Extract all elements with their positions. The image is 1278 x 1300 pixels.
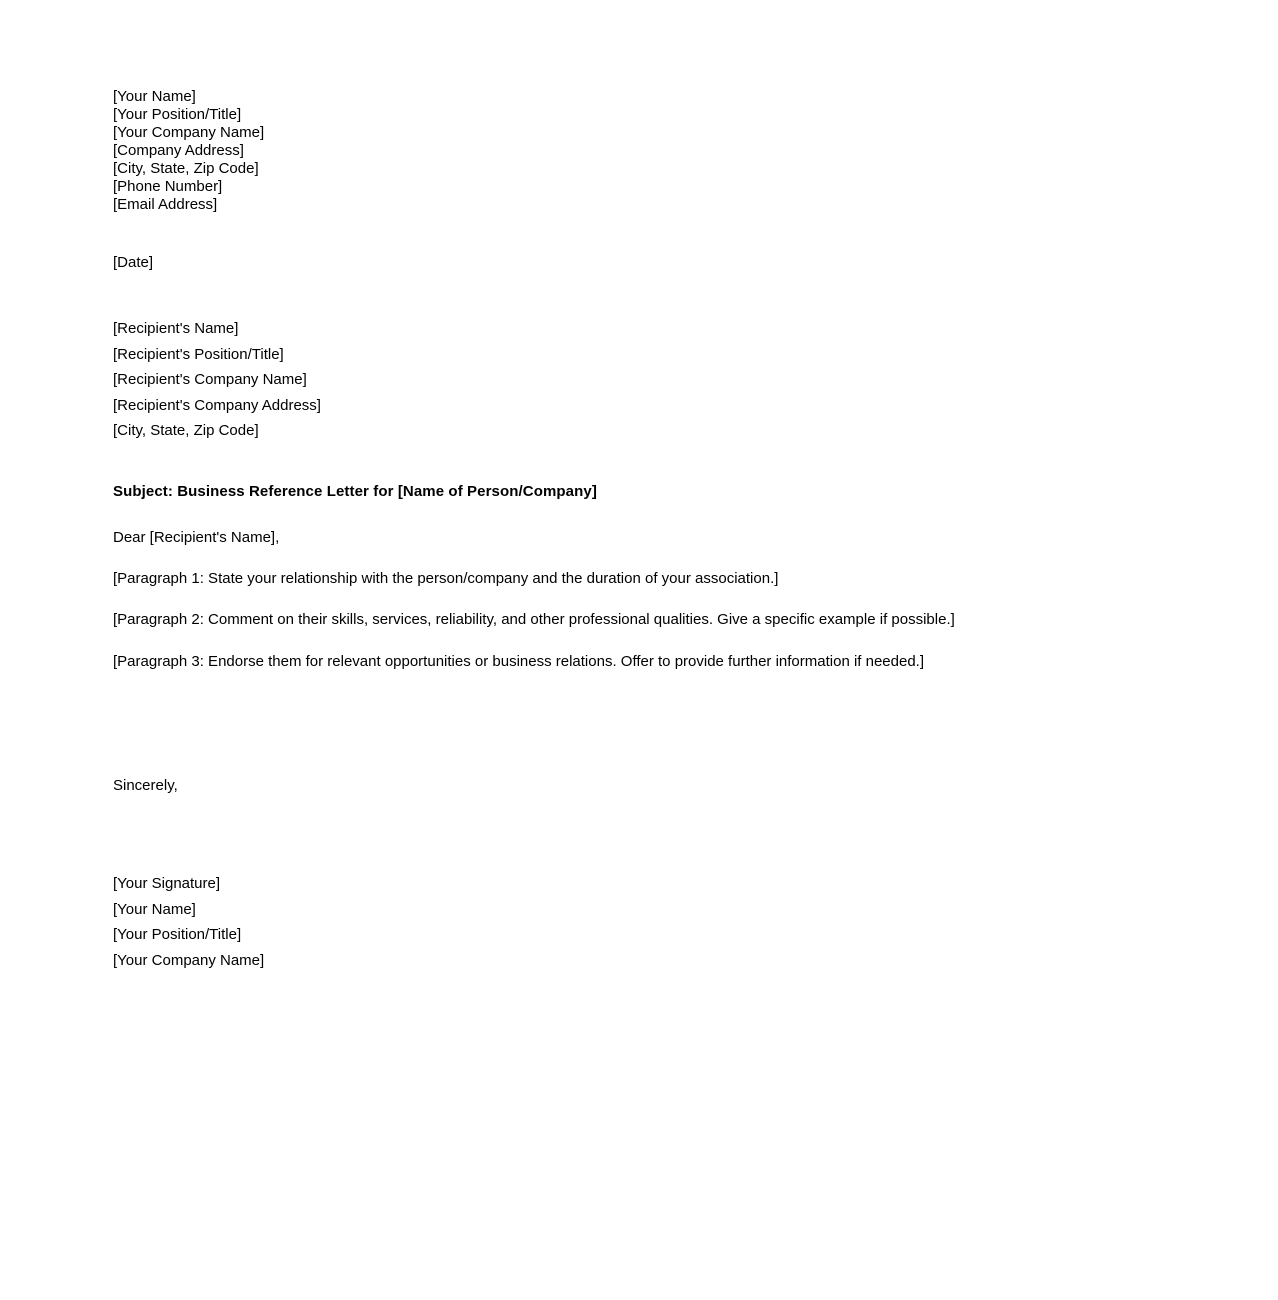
body-paragraph-3: [Paragraph 3: Endorse them for relevant opportunities or business relations. Offer to provide further information if needed.] <box>113 652 925 670</box>
sender-name: [Your Name] <box>113 88 196 105</box>
recipient-address-block <box>113 316 1168 444</box>
date-text: [Date] <box>113 254 154 271</box>
recipient-position: [Recipient's Position/Title] <box>113 345 284 363</box>
sender-address-block <box>113 88 1168 214</box>
recipient-city-state-zip: [City, State, Zip Code] <box>113 422 259 439</box>
letter-body <box>113 88 1168 973</box>
subject-line: Subject: Business Reference Letter for [Name of Person/Company] <box>113 482 597 500</box>
signature-company: [Your Company Name] <box>113 951 265 969</box>
signature-placeholder: [Your Signature] <box>113 875 221 893</box>
signature-block <box>113 871 1168 973</box>
body-paragraph-1: [Paragraph 1: State your relationship with the person/company and the duration of your association.] <box>113 570 779 588</box>
sender-company: [Your Company Name] <box>113 124 265 141</box>
sender-phone: [Phone Number] <box>113 178 223 195</box>
sender-email: [Email Address] <box>113 196 218 213</box>
date-block <box>113 254 1168 272</box>
body-paragraph-2: [Paragraph 2: Comment on their skills, services, reliability, and other professional qualities. Give a specific example if possible.] <box>113 611 955 629</box>
sender-position: [Your Position/Title] <box>113 106 242 123</box>
sender-company-address: [Company Address] <box>113 142 244 159</box>
sender-city-state-zip: [City, State, Zip Code] <box>113 160 259 177</box>
recipient-company: [Recipient's Company Name] <box>113 371 307 388</box>
closing-line: Sincerely, <box>113 776 178 794</box>
salutation: Dear [Recipient's Name], <box>113 528 280 546</box>
recipient-company-address: [Recipient's Company Address] <box>113 396 321 414</box>
recipient-name: [Recipient's Name] <box>113 320 239 337</box>
signature-position: [Your Position/Title] <box>113 926 242 944</box>
signature-name: [Your Name] <box>113 900 196 918</box>
